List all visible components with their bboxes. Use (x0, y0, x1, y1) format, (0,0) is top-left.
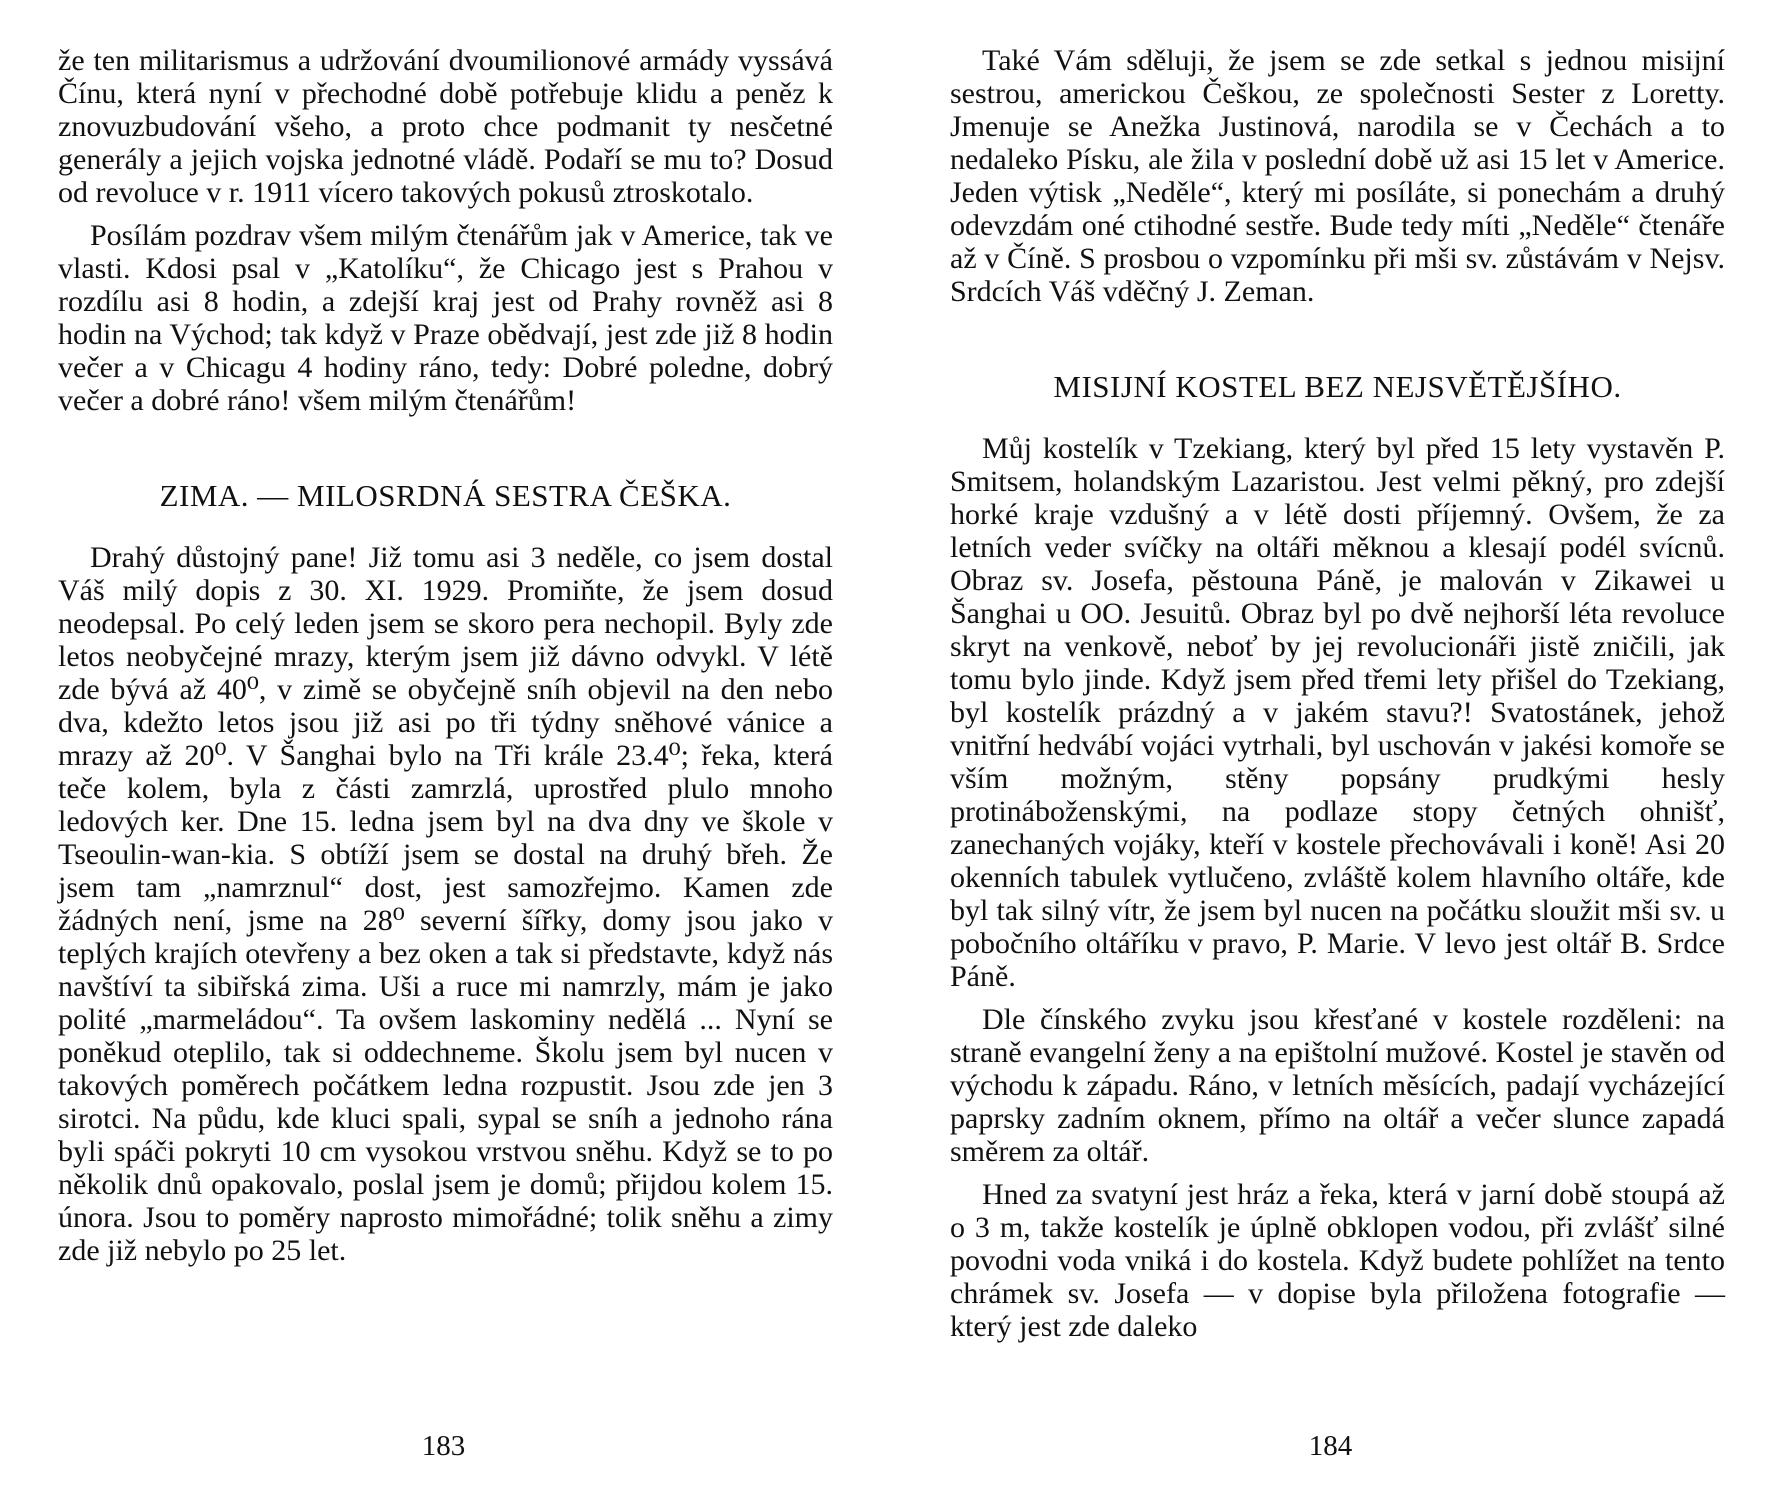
left-paragraph-3: Drahý důstojný pane! Již tomu asi 3 neděle, co jsem dostal Váš milý dopis z 30. XI. 1929. Promiňte, že jsem dosud neodepsal. Po celý leden jsem se skoro pera nechopil. Byly zde letos neobyčejné mrazy, kterým jsem již dávno odvykl. V létě zde bývá až 40⁰, v zimě se obyčejně sníh objevil na den nebo dva, kdežto letos jsou již asi po tři týdny sněhové vánice a mrazy až 20⁰. V Šanghai bylo na Tři krále 23.4⁰; řeka, která teče kolem, byla z části zamrzlá, uprostřed plulo mnoho ledových ker. Dne 15. ledna jsem byl na dva dny ve škole v Tseoulin-wan-kia. S obtíží jsem se dostal na druhý břeh. Že jsem tam „namrznul“ dost, jest samozřejmo. Kamen zde žádných není, jsme na 28⁰ severní šířky, domy jsou jako v teplých krajích otevřeny a bez oken a tak si představte, když nás navštíví ta sibiřská zima. Uši a ruce mi namrzly, mám je jako polité „marmeládou“. Ta ovšem laskominy nedělá ... Nyní se poněkud oteplilo, tak si oddechneme. Školu jsem byl nucen v takových poměrech počátkem ledna rozpustit. Jsou zde jen 3 sirotci. Na půdu, kde kluci spali, sypal se sníh a jednoho rána byli spáči pokryti 10 cm vysokou vrstvou sněhu. Když se to po několik dnů opakovalo, poslal jsem je domů; přijdou kolem 15. února. Jsou to poměry naprosto mimořádné; tolik sněhu a zimy zde již nebylo po 25 let. (58, 541, 833, 1267)
right-text-column (950, 44, 1725, 1343)
right-page (887, 0, 1774, 1500)
right-paragraph-3: Dle čínského zvyku jsou křesťané v kostele rozděleni: na straně evangelní ženy a na epištolní mužové. Kostel je stavěn od východu k západu. Ráno, v letních měsících, padají vycházející paprsky zadním oknem, přímo na oltář a večer slunce zapadá směrem za oltář. (950, 1003, 1725, 1168)
left-page-number: 183 (421, 1430, 466, 1462)
right-paragraph-2: Můj kostelík v Tzekiang, který byl před 15 lety vystavěn P. Smitsem, holandským Lazaristou. Jest velmi pěkný, pro zdejší horké kraje vzdušný a v létě dosti příjemný. Ovšem, že za letních veder svíčky na oltáři měknou a klesají podél svícnů. Obraz sv. Josefa, pěstouna Páně, je malován v Zikawei u Šanghai u OO. Jesuitů. Obraz byl po dvě nejhorší léta revoluce skryt na venkově, neboť by jej revolucionáři jistě zničili, jak tomu bylo jinde. Když jsem před třemi lety přišel do Tzekiang, byl kostelík prázdný a v jakém stavu?! Svatostánek, jehož vnitřní hedvábí vojáci vytrhali, byl uschován v jakési komoře se vším možným, stěny popsány prudkými hesly protináboženskými, na podlaze stopy četných ohnišť, zanechaných vojáky, kteří v kostele přechovávali i koně! Asi 20 okenních tabulek vytlučeno, zvláště kolem hlavního oltáře, kde byl tak silný vítr, že jsem byl nucen na počátku sloužit mši sv. u pobočního oltáříku v pravo, P. Marie. V levo jest oltář B. Srdce Páně. (950, 432, 1725, 993)
left-section-heading: ZIMA. — MILOSRDNÁ SESTRA ČEŠKA. (159, 478, 732, 513)
left-text-column (58, 44, 833, 1267)
left-paragraph-2: Posílám pozdrav všem milým čtenářům jak v Americe, tak ve vlasti. Kdosi psal v „Katolíku“, že Chicago jest s Prahou v rozdílu asi 8 hodin, a zdejší kraj jest od Prahy rovněž asi 8 hodin na Východ; tak když v Praze obědvají, jest zde již 8 hodin večer a v Chicagu 4 hodiny ráno, tedy: Dobré poledne, dobrý večer a dobré ráno! všem milým čtenářům! (58, 219, 833, 417)
right-page-number: 184 (1308, 1430, 1353, 1462)
left-paragraph-1: že ten militarismus a udržování dvoumilionové armády vyssává Čínu, která nyní v přechodné době potřebuje klidu a peněz k znovuzbudování všeho, a proto chce podmanit ty nesčetné generály a jejich vojska jednotné vládě. Podaří se mu to? Dosud od revoluce v r. 1911 vícero takových pokusů ztroskotalo. (58, 44, 833, 209)
right-section-heading: MISIJNÍ KOSTEL BEZ NEJSVĚTĚJŠÍHO. (1053, 369, 1622, 404)
right-paragraph-1: Také Vám sděluji, že jsem se zde setkal s jednou misijní sestrou, americkou Češkou, ze společnosti Sester z Loretty. Jmenuje se Anežka Justinová, narodila se v Čechách a to nedaleko Písku, ale žila v poslední době už asi 15 let v Americe. Jeden výtisk „Neděle“, který mi posíláte, si ponechám a druhý odevzdám oné ctihodné sestře. Bude tedy míti „Neděle“ čtenáře až v Číně. S prosbou o vzpomínku při mši sv. zůstávám v Nejsv. Srdcích Váš vděčný J. Zeman. (950, 44, 1725, 308)
right-paragraph-4: Hned za svatyní jest hráz a řeka, která v jarní době stoupá až o 3 m, takže kostelík je úplně obklopen vodou, při zvlášť silné povodni voda vniká i do kostela. Když budete pohlížet na tento chrámek sv. Josefa — v dopise byla přiložena fotografie — který jest zde daleko (950, 1178, 1725, 1343)
